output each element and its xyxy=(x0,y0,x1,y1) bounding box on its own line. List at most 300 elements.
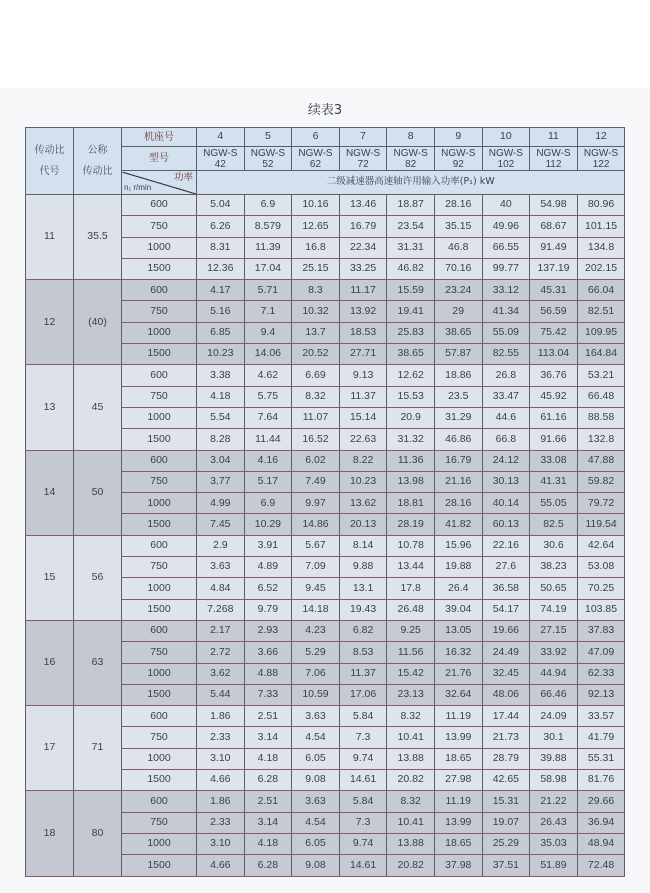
power-value-cell: 36.76 xyxy=(530,365,578,386)
input-speed-cell: 1500 xyxy=(122,855,197,876)
power-value-cell: 33.57 xyxy=(577,706,625,727)
header-speed-power-diagonal xyxy=(122,171,197,195)
power-value-cell: 13.62 xyxy=(339,493,387,514)
power-value-cell: 8.32 xyxy=(292,386,340,407)
input-speed-cell: 1500 xyxy=(122,344,197,365)
power-value-cell: 3.91 xyxy=(244,535,292,556)
power-value-cell: 18.87 xyxy=(387,195,435,216)
power-value-cell: 3.77 xyxy=(197,471,245,492)
power-value-cell: 47.09 xyxy=(577,642,625,663)
power-value-cell: 25.15 xyxy=(292,258,340,279)
power-value-cell: 66.04 xyxy=(577,280,625,301)
power-value-cell: 46.82 xyxy=(387,258,435,279)
table-row xyxy=(26,195,625,216)
power-value-cell: 5.75 xyxy=(244,386,292,407)
power-value-cell: 6.05 xyxy=(292,833,340,854)
ratio-code-cell: 17 xyxy=(26,706,74,791)
power-value-cell: 9.88 xyxy=(339,557,387,578)
power-value-cell: 2.72 xyxy=(197,642,245,663)
input-speed-cell: 1000 xyxy=(122,237,197,258)
power-value-cell: 57.87 xyxy=(434,344,482,365)
table-row xyxy=(26,280,625,301)
power-value-cell: 20.82 xyxy=(387,770,435,791)
power-value-cell: 82.51 xyxy=(577,301,625,322)
table-row xyxy=(26,535,625,556)
power-value-cell: 113.04 xyxy=(530,344,578,365)
model-series: NGW-S xyxy=(345,147,381,159)
power-value-cell: 5.54 xyxy=(197,407,245,428)
power-value-cell: 5.84 xyxy=(339,791,387,812)
power-value-cell: 19.66 xyxy=(482,620,530,641)
power-value-cell: 39.88 xyxy=(530,748,578,769)
model-number: 112 xyxy=(545,158,562,170)
power-value-cell: 2.93 xyxy=(244,620,292,641)
input-speed-cell: 1000 xyxy=(122,407,197,428)
power-value-cell: 35.03 xyxy=(530,833,578,854)
power-value-cell: 42.64 xyxy=(577,535,625,556)
power-value-cell: 14.61 xyxy=(339,855,387,876)
power-value-cell: 26.43 xyxy=(530,812,578,833)
power-value-cell: 17.44 xyxy=(482,706,530,727)
model-number: 42 xyxy=(214,158,226,170)
power-value-cell: 30.1 xyxy=(530,727,578,748)
power-value-cell: 91.49 xyxy=(530,237,578,258)
power-value-cell: 13.88 xyxy=(387,833,435,854)
power-value-cell: 132.8 xyxy=(577,429,625,450)
power-value-cell: 59.82 xyxy=(577,471,625,492)
power-value-cell: 15.96 xyxy=(434,535,482,556)
power-value-cell: 28.16 xyxy=(434,493,482,514)
power-value-cell: 62.33 xyxy=(577,663,625,684)
power-value-cell: 7.3 xyxy=(339,812,387,833)
power-value-cell: 11.36 xyxy=(387,450,435,471)
power-value-cell: 4.17 xyxy=(197,280,245,301)
model-series: NGW-S xyxy=(250,147,286,159)
power-value-cell: 18.65 xyxy=(434,748,482,769)
model-name xyxy=(244,147,292,171)
power-value-cell: 5.04 xyxy=(197,195,245,216)
power-value-cell: 101.15 xyxy=(577,216,625,237)
power-value-cell: 20.9 xyxy=(387,407,435,428)
power-value-cell: 79.72 xyxy=(577,493,625,514)
model-series: NGW-S xyxy=(298,147,333,159)
power-value-cell: 15.31 xyxy=(482,791,530,812)
power-value-cell: 28.19 xyxy=(387,514,435,535)
input-speed-cell: 750 xyxy=(122,216,197,237)
table-row xyxy=(26,791,625,812)
power-value-cell: 15.42 xyxy=(387,663,435,684)
power-value-cell: 10.59 xyxy=(292,684,340,705)
power-value-cell: 51.89 xyxy=(530,855,578,876)
power-value-cell: 54.17 xyxy=(482,599,530,620)
header-speed-label: n₁ r/min xyxy=(124,182,152,192)
input-speed-cell: 600 xyxy=(122,450,197,471)
model-series: NGW-S xyxy=(536,147,571,159)
power-value-cell: 24.09 xyxy=(530,706,578,727)
power-value-cell: 13.7 xyxy=(292,322,340,343)
power-value-cell: 137.19 xyxy=(530,258,578,279)
power-value-cell: 72.48 xyxy=(577,855,625,876)
power-value-cell: 6.05 xyxy=(292,748,340,769)
power-value-cell: 54.98 xyxy=(530,195,578,216)
power-value-cell: 38.23 xyxy=(530,557,578,578)
power-value-cell: 11.37 xyxy=(339,663,387,684)
input-speed-cell: 600 xyxy=(122,280,197,301)
power-value-cell: 11.56 xyxy=(387,642,435,663)
power-value-cell: 6.9 xyxy=(244,493,292,514)
input-speed-cell: 1500 xyxy=(122,684,197,705)
power-value-cell: 9.74 xyxy=(339,748,387,769)
model-name xyxy=(292,147,340,171)
power-value-cell: 4.23 xyxy=(292,620,340,641)
power-value-cell: 11.19 xyxy=(434,791,482,812)
power-value-cell: 33.47 xyxy=(482,386,530,407)
power-value-cell: 40 xyxy=(482,195,530,216)
power-value-cell: 55.31 xyxy=(577,748,625,769)
power-value-cell: 14.18 xyxy=(292,599,340,620)
frame-number: 11 xyxy=(530,128,578,147)
power-value-cell: 22.16 xyxy=(482,535,530,556)
table-row xyxy=(26,450,625,471)
power-value-cell: 44.6 xyxy=(482,407,530,428)
power-value-cell: 2.17 xyxy=(197,620,245,641)
power-value-cell: 202.15 xyxy=(577,258,625,279)
power-value-cell: 3.38 xyxy=(197,365,245,386)
power-value-cell: 37.83 xyxy=(577,620,625,641)
power-value-cell: 10.78 xyxy=(387,535,435,556)
power-value-cell: 30.13 xyxy=(482,471,530,492)
power-value-cell: 9.74 xyxy=(339,833,387,854)
power-value-cell: 37.98 xyxy=(434,855,482,876)
power-value-cell: 41.31 xyxy=(530,471,578,492)
nominal-ratio-cell: 35.5 xyxy=(74,195,122,280)
power-value-cell: 33.92 xyxy=(530,642,578,663)
power-value-cell: 13.99 xyxy=(434,727,482,748)
nominal-ratio-cell: 45 xyxy=(74,365,122,450)
power-value-cell: 10.16 xyxy=(292,195,340,216)
ratio-code-cell: 18 xyxy=(26,791,74,876)
input-speed-cell: 1000 xyxy=(122,748,197,769)
power-value-cell: 27.98 xyxy=(434,770,482,791)
model-series: NGW-S xyxy=(203,147,238,159)
power-value-cell: 55.05 xyxy=(530,493,578,514)
power-value-cell: 8.53 xyxy=(339,642,387,663)
power-value-cell: 9.97 xyxy=(292,493,340,514)
power-value-cell: 11.37 xyxy=(339,386,387,407)
power-value-cell: 6.85 xyxy=(197,322,245,343)
input-speed-cell: 600 xyxy=(122,620,197,641)
power-value-cell: 12.62 xyxy=(387,365,435,386)
power-value-cell: 5.67 xyxy=(292,535,340,556)
power-value-cell: 18.81 xyxy=(387,493,435,514)
model-name xyxy=(434,147,482,171)
power-value-cell: 4.54 xyxy=(292,727,340,748)
model-number: 82 xyxy=(405,158,417,170)
power-value-cell: 5.29 xyxy=(292,642,340,663)
model-number: 102 xyxy=(497,158,515,170)
power-value-cell: 1.86 xyxy=(197,706,245,727)
ratio-code-cell: 14 xyxy=(26,450,74,535)
power-value-cell: 91.66 xyxy=(530,429,578,450)
power-value-cell: 15.14 xyxy=(339,407,387,428)
power-value-cell: 6.52 xyxy=(244,578,292,599)
power-value-cell: 82.5 xyxy=(530,514,578,535)
power-value-cell: 50.65 xyxy=(530,578,578,599)
power-value-cell: 10.41 xyxy=(387,727,435,748)
power-value-cell: 8.22 xyxy=(339,450,387,471)
power-value-cell: 4.54 xyxy=(292,812,340,833)
power-value-cell: 33.12 xyxy=(482,280,530,301)
power-value-cell: 3.10 xyxy=(197,748,245,769)
power-value-cell: 16.79 xyxy=(434,450,482,471)
ratio-code-cell: 11 xyxy=(26,195,74,280)
power-value-cell: 8.31 xyxy=(197,237,245,258)
power-value-cell: 48.94 xyxy=(577,833,625,854)
power-value-cell: 6.26 xyxy=(197,216,245,237)
model-series: NGW-S xyxy=(583,147,619,159)
nominal-ratio-cell: (40) xyxy=(74,280,122,365)
power-value-cell: 13.99 xyxy=(434,812,482,833)
power-value-cell: 13.1 xyxy=(339,578,387,599)
frame-number: 10 xyxy=(482,128,530,147)
input-speed-cell: 1500 xyxy=(122,599,197,620)
header-ratio-code-line1: 传动比 xyxy=(34,145,65,156)
power-value-cell: 75.42 xyxy=(530,322,578,343)
power-value-cell: 7.3 xyxy=(339,727,387,748)
power-value-cell: 14.61 xyxy=(339,770,387,791)
power-value-cell: 9.25 xyxy=(387,620,435,641)
power-value-cell: 82.55 xyxy=(482,344,530,365)
power-value-cell: 74.19 xyxy=(530,599,578,620)
power-value-cell: 6.02 xyxy=(292,450,340,471)
power-value-cell: 19.88 xyxy=(434,557,482,578)
nominal-ratio-cell: 71 xyxy=(74,706,122,791)
power-value-cell: 3.04 xyxy=(197,450,245,471)
power-value-cell: 26.8 xyxy=(482,365,530,386)
power-value-cell: 30.6 xyxy=(530,535,578,556)
power-value-cell: 15.53 xyxy=(387,386,435,407)
power-value-cell: 7.09 xyxy=(292,557,340,578)
power-value-cell: 9.79 xyxy=(244,599,292,620)
input-speed-cell: 750 xyxy=(122,727,197,748)
nominal-ratio-cell: 63 xyxy=(74,620,122,705)
power-value-cell: 45.92 xyxy=(530,386,578,407)
power-value-cell: 103.85 xyxy=(577,599,625,620)
nominal-ratio-cell: 56 xyxy=(74,535,122,620)
power-value-cell: 4.88 xyxy=(244,663,292,684)
power-value-cell: 3.63 xyxy=(292,706,340,727)
power-value-cell: 4.18 xyxy=(244,748,292,769)
power-value-cell: 8.28 xyxy=(197,429,245,450)
power-value-cell: 32.45 xyxy=(482,663,530,684)
input-speed-cell: 1000 xyxy=(122,578,197,599)
power-value-cell: 35.15 xyxy=(434,216,482,237)
model-number: 92 xyxy=(452,158,464,170)
power-value-cell: 56.59 xyxy=(530,301,578,322)
table-row xyxy=(26,620,625,641)
power-value-cell: 22.63 xyxy=(339,429,387,450)
power-value-cell: 109.95 xyxy=(577,322,625,343)
power-value-cell: 81.76 xyxy=(577,770,625,791)
header-ratio-code xyxy=(26,128,74,195)
power-value-cell: 53.21 xyxy=(577,365,625,386)
ratio-code-cell: 12 xyxy=(26,280,74,365)
model-number: 52 xyxy=(262,158,274,170)
power-value-cell: 3.62 xyxy=(197,663,245,684)
power-value-cell: 8.579 xyxy=(244,216,292,237)
power-value-cell: 13.46 xyxy=(339,195,387,216)
power-value-cell: 4.89 xyxy=(244,557,292,578)
power-value-cell: 80.96 xyxy=(577,195,625,216)
power-value-cell: 13.92 xyxy=(339,301,387,322)
power-value-cell: 16.8 xyxy=(292,237,340,258)
power-value-cell: 23.24 xyxy=(434,280,482,301)
power-value-cell: 19.43 xyxy=(339,599,387,620)
header-nominal-ratio-line1: 公称 xyxy=(87,145,108,156)
power-value-cell: 7.268 xyxy=(197,599,245,620)
input-speed-cell: 750 xyxy=(122,301,197,322)
power-value-cell: 17.8 xyxy=(387,578,435,599)
power-value-cell: 17.06 xyxy=(339,684,387,705)
input-speed-cell: 1500 xyxy=(122,770,197,791)
power-value-cell: 29 xyxy=(434,301,482,322)
power-value-cell: 28.79 xyxy=(482,748,530,769)
ratio-code-cell: 16 xyxy=(26,620,74,705)
model-number: 62 xyxy=(309,158,322,170)
power-value-cell: 4.18 xyxy=(197,386,245,407)
power-value-cell: 27.71 xyxy=(339,344,387,365)
power-value-cell: 2.33 xyxy=(197,727,245,748)
model-name xyxy=(197,147,245,171)
input-speed-cell: 600 xyxy=(122,365,197,386)
power-value-cell: 20.52 xyxy=(292,344,340,365)
input-speed-cell: 750 xyxy=(122,812,197,833)
power-value-cell: 39.04 xyxy=(434,599,482,620)
power-value-cell: 9.08 xyxy=(292,855,340,876)
power-value-cell: 12.36 xyxy=(197,258,245,279)
power-value-cell: 47.88 xyxy=(577,450,625,471)
power-value-cell: 88.58 xyxy=(577,407,625,428)
input-speed-cell: 1000 xyxy=(122,322,197,343)
power-value-cell: 31.29 xyxy=(434,407,482,428)
power-value-cell: 25.29 xyxy=(482,833,530,854)
power-value-cell: 17.04 xyxy=(244,258,292,279)
power-value-cell: 3.66 xyxy=(244,642,292,663)
power-value-cell: 48.06 xyxy=(482,684,530,705)
power-value-cell: 66.48 xyxy=(577,386,625,407)
power-value-cell: 53.08 xyxy=(577,557,625,578)
power-value-cell: 1.86 xyxy=(197,791,245,812)
input-speed-cell: 1500 xyxy=(122,514,197,535)
power-value-cell: 23.13 xyxy=(387,684,435,705)
power-value-cell: 32.64 xyxy=(434,684,482,705)
power-value-cell: 7.1 xyxy=(244,301,292,322)
power-value-cell: 92.13 xyxy=(577,684,625,705)
power-value-cell: 9.08 xyxy=(292,770,340,791)
power-value-cell: 42.65 xyxy=(482,770,530,791)
power-value-cell: 4.84 xyxy=(197,578,245,599)
power-value-cell: 8.32 xyxy=(387,706,435,727)
power-value-cell: 7.45 xyxy=(197,514,245,535)
power-value-cell: 9.4 xyxy=(244,322,292,343)
power-value-cell: 10.41 xyxy=(387,812,435,833)
power-value-cell: 21.16 xyxy=(434,471,482,492)
power-value-cell: 10.32 xyxy=(292,301,340,322)
power-value-cell: 38.65 xyxy=(387,344,435,365)
power-value-cell: 9.13 xyxy=(339,365,387,386)
power-value-cell: 134.8 xyxy=(577,237,625,258)
power-value-cell: 6.9 xyxy=(244,195,292,216)
power-value-cell: 19.07 xyxy=(482,812,530,833)
power-value-cell: 11.44 xyxy=(244,429,292,450)
power-value-cell: 13.05 xyxy=(434,620,482,641)
power-value-cell: 16.32 xyxy=(434,642,482,663)
power-value-cell: 14.86 xyxy=(292,514,340,535)
header-frame-label: 机座号 xyxy=(122,128,197,147)
input-speed-cell: 600 xyxy=(122,706,197,727)
power-value-cell: 41.79 xyxy=(577,727,625,748)
power-value-cell: 26.4 xyxy=(434,578,482,599)
power-value-cell: 3.14 xyxy=(244,727,292,748)
power-value-cell: 11.07 xyxy=(292,407,340,428)
power-value-cell: 20.13 xyxy=(339,514,387,535)
power-value-cell: 31.31 xyxy=(387,237,435,258)
power-value-cell: 29.66 xyxy=(577,791,625,812)
input-speed-cell: 600 xyxy=(122,791,197,812)
power-value-cell: 4.16 xyxy=(244,450,292,471)
model-number: 72 xyxy=(357,158,369,170)
power-value-cell: 8.32 xyxy=(387,791,435,812)
power-value-cell: 66.46 xyxy=(530,684,578,705)
input-speed-cell: 1500 xyxy=(122,258,197,279)
power-value-cell: 60.13 xyxy=(482,514,530,535)
power-value-cell: 3.14 xyxy=(244,812,292,833)
power-value-cell: 21.22 xyxy=(530,791,578,812)
power-value-cell: 66.55 xyxy=(482,237,530,258)
power-value-cell: 40.14 xyxy=(482,493,530,514)
power-value-cell: 33.08 xyxy=(530,450,578,471)
power-value-cell: 28.16 xyxy=(434,195,482,216)
page-title: 续表3 xyxy=(307,103,343,118)
power-value-cell: 37.51 xyxy=(482,855,530,876)
power-value-cell: 70.25 xyxy=(577,578,625,599)
power-value-cell: 27.6 xyxy=(482,557,530,578)
power-value-cell: 27.15 xyxy=(530,620,578,641)
input-speed-cell: 1000 xyxy=(122,493,197,514)
power-value-cell: 68.67 xyxy=(530,216,578,237)
power-value-cell: 24.49 xyxy=(482,642,530,663)
input-speed-cell: 750 xyxy=(122,386,197,407)
input-speed-cell: 600 xyxy=(122,195,197,216)
power-value-cell: 5.71 xyxy=(244,280,292,301)
header-model-label: 型号 xyxy=(122,147,197,171)
power-value-cell: 4.62 xyxy=(244,365,292,386)
power-value-cell: 3.63 xyxy=(292,791,340,812)
power-value-cell: 45.31 xyxy=(530,280,578,301)
power-value-cell: 3.63 xyxy=(197,557,245,578)
header-power-span-title: 二级减速器高速轴许用输入功率(P₁) kW xyxy=(197,171,625,195)
input-speed-cell: 600 xyxy=(122,535,197,556)
model-name xyxy=(339,147,387,171)
header-nominal-ratio-line2: 传动比 xyxy=(82,166,113,177)
power-value-cell: 5.44 xyxy=(197,684,245,705)
power-value-cell: 21.76 xyxy=(434,663,482,684)
frame-number: 8 xyxy=(387,128,435,147)
power-value-cell: 36.58 xyxy=(482,578,530,599)
model-name xyxy=(482,147,530,171)
power-rating-table xyxy=(25,127,625,877)
power-value-cell: 41.34 xyxy=(482,301,530,322)
